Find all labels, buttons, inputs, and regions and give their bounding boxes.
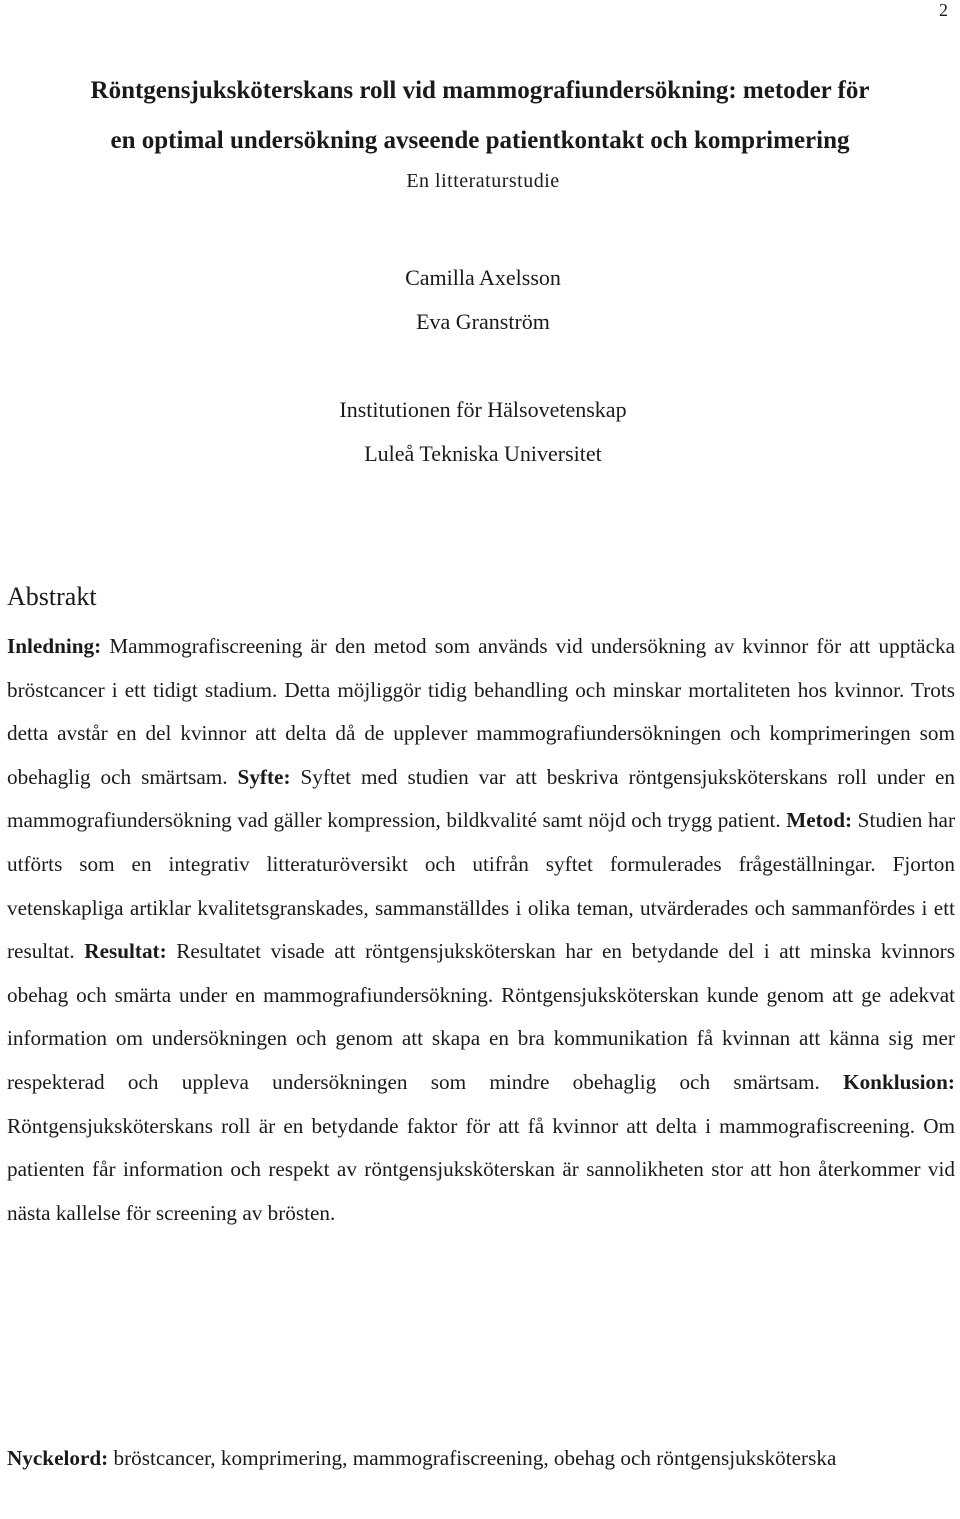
author: Eva Granström — [416, 309, 550, 334]
keywords-label: Nyckelord: — [7, 1446, 109, 1470]
page-number: 2 — [939, 0, 948, 20]
title-line-2: en optimal undersökning avseende patientkontakt och komprimering — [110, 127, 850, 154]
konklusion-text: Röntgensjuksköterskans roll är en betydande faktor för att få kvinnor att delta i mammografiscreening. Om patienten får information och respekt av röntgensjuksköterskan är sannolikheten stor att hon återkommer vid nästa kallelse för screening av brösten. — [7, 1113, 955, 1225]
keywords — [7, 1437, 955, 1481]
abstract-body — [7, 625, 955, 1235]
resultat-label: Resultat: — [84, 939, 167, 964]
keywords-text: bröstcancer, komprimering, mammografiscreening, obehag och röntgensjuksköterska — [108, 1446, 837, 1470]
subtitle: En litteraturstudie — [406, 170, 560, 192]
inledning-label: Inledning: — [7, 634, 102, 658]
inledning-text: Mammografiscreening är den metod som används vid undersökning av kvinnor för att upptäcka bröstcancer i ett tidigt stadium. Detta möjliggör tidig behandling och minskar mortaliteten hos kvinnor. Trots detta avstår en del kvinnor att delta då de upplever mammografiundersökningen och komprimeringen som obehaglig och smärtsam. — [7, 634, 955, 789]
page-title — [0, 66, 960, 166]
title-line-1: Röntgensjuksköterskans roll vid mammografiundersökning: metoder för — [90, 77, 870, 104]
metod-text: Studien har utförts som en integrativ litteraturöversikt och utifrån syftet formulerades frågeställningar. Fjorton vetenskapliga artiklar kvalitetsgranskades, sammanställdes i olika teman, utvärderades och sammanfördes i ett resultat. — [7, 808, 955, 964]
author: Camilla Axelsson — [405, 265, 561, 290]
institution-name: Institutionen för Hälsovetenskap — [339, 397, 627, 422]
syfte-text: Syftet med studien var att beskriva röntgensjuksköterskans roll under en mammografiundersökning vad gäller kompression, bildkvalité samt nöjd och trygg patient. — [7, 764, 956, 833]
metod-label: Metod: — [786, 808, 853, 833]
resultat-text: Resultatet visade att röntgensjuksköterskan har en betydande del i att minska kvinnors obehag och smärta under en mammografiundersökning. Röntgensjuksköterskan kunde genom att ge adekvat information om undersökningen och genom att skapa en bra kommunikation få kvinnan att känna sig mer respekterad och uppleva undersökningen som mindre obehaglig och smärtsam. — [7, 939, 955, 1094]
affiliation — [0, 388, 960, 476]
author-list — [0, 256, 960, 344]
syfte-label: Syfte: — [237, 764, 291, 789]
university-name: Luleå Tekniska Universitet — [364, 441, 602, 466]
abstract-heading: Abstrakt — [7, 582, 97, 611]
konklusion-label: Konklusion: — [843, 1069, 955, 1094]
